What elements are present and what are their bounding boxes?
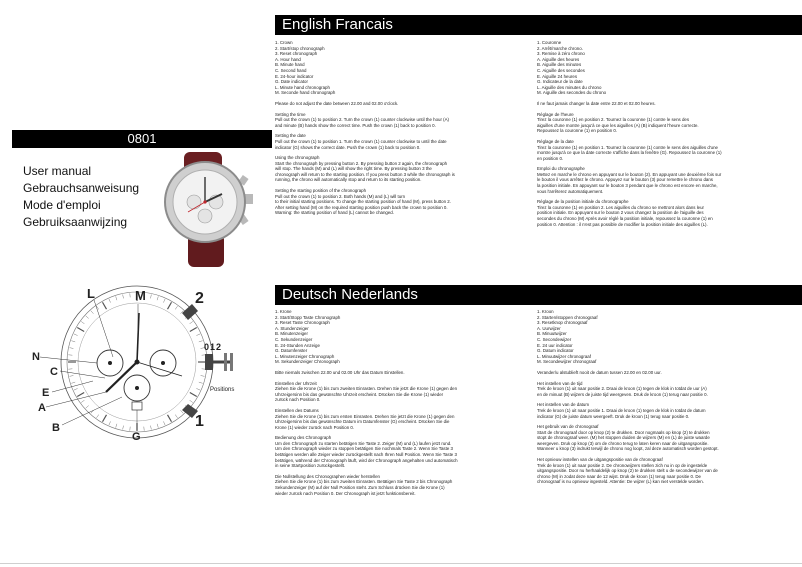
minute-tick — [123, 295, 124, 299]
english-paragraph — [275, 112, 530, 129]
french-text-line: position initiale. En appuyant sur le bouton 2 vous changez la position de l'aiguille des — [537, 210, 704, 216]
german-text-line: Krone (1) wieder zurück nach Position 0. — [275, 424, 355, 430]
dutch-paragraph — [537, 309, 787, 365]
minute-tick — [199, 382, 203, 383]
dutch-text-line: indicator (G) de juiste datum weergeeft. Druk de kroon (1) terug naar positie 0. — [537, 413, 690, 419]
dutch-text-line: 1. Kroon — [537, 309, 554, 314]
french-text-line: la position initiale. En appuyant sur le bouton 3 pendant que le chrono est encore en marche, — [537, 183, 718, 189]
minute-tick — [103, 415, 107, 422]
french-text-line: Réglage de la date — [537, 138, 574, 144]
french-text-line: G. Indicateur de la date — [537, 79, 583, 85]
english-text-line: M. Seconde hand chronograph — [275, 90, 336, 96]
minute-tick — [116, 296, 117, 300]
english-text-line: After setting hand (M) on the required starting position push back the crown to position 0. — [275, 204, 448, 210]
label-pusher-3: 1 — [195, 413, 204, 430]
german-paragraph — [275, 370, 530, 376]
german-paragraph — [275, 309, 530, 365]
dutch-text-line: M. Secondewijzer chronograaf — [537, 359, 597, 365]
photo-center-pin — [203, 200, 206, 203]
minute-tick — [77, 393, 84, 397]
dutch-paragraph — [537, 457, 787, 485]
label-G: G — [132, 431, 141, 443]
minute-tick — [196, 388, 200, 390]
minute-tick — [151, 295, 152, 299]
photo-subdial-left — [187, 195, 201, 209]
english-text-line: Setting the date — [275, 133, 306, 139]
label-N: N — [32, 351, 40, 363]
minute-tick — [201, 376, 205, 377]
german-text-line: Uhrzeigersinn bis das gewünschte Uhrzeit erscheint. Drücken Sie die Krone (1) wieder — [275, 391, 444, 397]
german-text-line: 3. Reset Taste Chronograph — [275, 320, 330, 326]
french-text-line: Réglage de la position initiale du chronographe — [537, 199, 629, 205]
german-text-line: M. Sekundenzeiger Chronograph — [275, 359, 340, 365]
chrono-seconds-hand — [137, 362, 182, 376]
minute-tick — [196, 334, 200, 336]
dutch-text-line: C. Secondewijzer — [537, 336, 572, 342]
french-text-line: secondes du chrono (M) Après avoir réglé la position initiale, repoussez la couronne (1) en — [537, 216, 713, 222]
french-paragraph — [537, 199, 787, 227]
dutch-text-line: chronograaf is nu opnieuw ingesteld. Attentie: De wijzer (L) kan niet verstelde worden. — [537, 479, 704, 485]
english-text-line: 1. Crown — [275, 40, 293, 45]
french-text-line: Tirez la couronne (1) en position 2. Les aiguilles du chrono se mettront alors dans leur — [537, 204, 705, 210]
english-french-heading: English Francais — [275, 15, 802, 35]
photo-subdial-bottom — [198, 209, 212, 223]
minute-tick — [86, 316, 89, 319]
minute-tick — [163, 299, 165, 303]
dutch-text-line: en de minuut (B) wijzers de juiste tijd weergeven. Druk de kroon (1) terug naar positie 0. — [537, 391, 708, 397]
english-paragraph — [275, 133, 530, 150]
english-text-line: 3. Reset chronograph — [275, 51, 318, 57]
dutch-instructions — [537, 309, 787, 490]
french-text-line: B. Aiguille des minutes — [537, 62, 582, 68]
english-text-line: Setting the time — [275, 111, 306, 117]
german-text-line: 2. Start/Stopp Taste Chronograph — [275, 314, 341, 320]
manual-title-french: Mode d'emploi — [23, 198, 101, 212]
center-pin — [135, 360, 140, 365]
minute-tick — [86, 405, 89, 408]
english-text-line: Pull out the crown (1) to position 1. Turn the crown (1) counter clockwise to until the date — [275, 138, 447, 144]
french-text-line: Emploi du chronographe — [537, 166, 585, 172]
minute-tick — [123, 426, 124, 430]
french-text-line: E. Aiguille 24 heures — [537, 73, 578, 79]
dutch-text-line: Start de chronograaf door op knop (2) te drukken. Door nogmaals op knop (2) te drukken — [537, 429, 710, 435]
minute-tick — [77, 328, 84, 332]
model-number: 0801 — [12, 130, 272, 148]
minute-tick — [157, 424, 158, 428]
german-text-line: betätigen, während der Chronograph läuft, wird der Chronograph angehalten und automatisch — [275, 457, 458, 463]
label-B: B — [52, 422, 60, 434]
minute-tick — [116, 424, 117, 428]
english-text-line: L. Minute hand chronograph — [275, 84, 330, 90]
minute-tick — [199, 341, 203, 342]
english-paragraph — [275, 40, 530, 96]
german-text-line: Sekundenzeiger (M) auf der Null Position steht. Zum Schluss drücken Sie die Krone (1) — [275, 485, 445, 491]
crown — [205, 354, 213, 370]
german-text-line: A. Stundenzeiger — [275, 325, 309, 331]
english-text-line: E. 24-hour indicator — [275, 73, 314, 79]
german-text-line: wieder zurück nach Position 0. Der Chronograph ist jetzt funktionsbereit. — [275, 490, 416, 496]
minute-tick — [109, 299, 111, 303]
french-paragraph — [537, 40, 787, 96]
dutch-text-line: Trek de kroon (1) uit naar positie 2. Draai de kroon (1) tegen de klok in totdat de uur (A) — [537, 386, 707, 392]
dutch-text-line: Het instellen van de tijd — [537, 380, 583, 386]
manual-title-english: User manual — [23, 164, 92, 178]
leader-B — [62, 397, 122, 425]
french-text-line: A. Aiguille des heures — [537, 56, 580, 62]
crown-position-stop-2 — [230, 353, 233, 371]
french-text-line: C. Aiguille des secondes — [537, 67, 585, 73]
subdial-right-hub — [161, 361, 165, 365]
dutch-text-line: Het opnieuw instellen van de uitgangspositie van de chronograaf — [537, 457, 663, 463]
english-text-line: running, the chrono will automatically stop and return to its starting position. — [275, 177, 422, 183]
german-paragraph — [275, 381, 530, 403]
english-text-line: Warning: the starting position of hand (L) cannot be changed. — [275, 210, 394, 216]
german-text-line: E. 24-Stunden Anzeige — [275, 342, 320, 348]
leader-A — [46, 392, 106, 407]
label-E: E — [42, 387, 50, 399]
french-text-line: Tirez la couronne (1) en position 1. Tournez la couronne (1) contre le sens des aiguilles d'une — [537, 144, 718, 150]
german-text-line: B. Minutenzeiger — [275, 331, 308, 337]
dutch-text-line: 3. Resetknop chronograaf — [537, 320, 588, 326]
minute-tick — [91, 311, 94, 314]
minute-tick — [96, 415, 98, 418]
english-paragraph — [275, 101, 530, 107]
minute-tick — [190, 321, 193, 323]
subdial-left-hub — [108, 361, 112, 365]
minute-tick — [190, 400, 193, 402]
french-text-line: le bouton il vous arrêtez le chrono. Appuyez sur le bouton (3) pour remettre le chrono dans — [537, 177, 713, 183]
dutch-paragraph — [537, 381, 787, 398]
leader-L — [94, 300, 113, 357]
german-text-line: Uhrzeigersinn bis das gewünschte Datum im Datumfenster (G) erscheint. Drücken Sie die — [275, 419, 450, 425]
french-text-line: Mettez en marche le chrono en appuyant sur le bouton (2). En appuyant une deuxième fois sur — [537, 171, 722, 177]
minute-tick — [151, 426, 152, 430]
german-text-line: Ziehen Sie die Krone (1) bis zum zweiten Einrasten. Drehen Sie jetzt die Krone (1) gegen den — [275, 386, 458, 392]
leader-C — [60, 371, 105, 378]
crown-position-stop-1 — [224, 353, 227, 371]
french-paragraph — [537, 166, 787, 194]
german-text-line: 1. Krone — [275, 309, 292, 314]
minute-tick — [109, 421, 111, 425]
minute-tick — [168, 415, 172, 422]
french-paragraph — [537, 112, 787, 134]
english-text-line: C. Second hand — [275, 67, 307, 73]
manual-title-dutch: Gebruiksaanwijzing — [23, 215, 128, 229]
minute-tick — [190, 393, 197, 397]
dutch-text-line: Verander/u alstublieft nooit de datum tussen 22.00 en 02.00 uur. — [537, 369, 662, 375]
german-text-line: Ziehen Sie die Krone (1) bis zum ersten Einrasten. Drehen Sie jetzt die Krone (1) gegen den — [275, 413, 455, 419]
label-pusher-2: 2 — [195, 290, 204, 307]
french-text-line: L. Aiguille des minutes du chrono — [537, 84, 602, 90]
minute-tick — [175, 306, 177, 309]
minute-tick — [81, 400, 84, 402]
english-text-line: 2. Start/stop chronograph — [275, 45, 325, 51]
english-text-line: Pull out the crown (1) to position 2. Turn the crown (1) counter clockwise until the hour (A) — [275, 117, 449, 123]
dutch-text-line: E. 24 uur indicator — [537, 342, 573, 348]
dutch-paragraph — [537, 424, 787, 452]
dutch-paragraph — [537, 370, 787, 376]
german-text-line: C. Sekundenzeiger — [275, 336, 313, 342]
english-text-line: G. Date indicator — [275, 79, 308, 85]
english-text-line: to their initial starting positions. To change the starting position of hand (M), press button 2. — [275, 199, 451, 205]
english-text-line: A. Hour hand — [275, 56, 301, 62]
english-text-line: will stop. The hands (M) and (L) will show the right time. By pressing button 3 the — [275, 166, 432, 172]
german-text-line: betätigen werden alle Zeiger wieder zurückgestellt nach Ihren Null Position. Wenn Sie Taste 3 — [275, 452, 457, 458]
watch-photo — [158, 152, 273, 267]
minute-tick — [157, 296, 158, 300]
french-instructions — [537, 40, 787, 232]
german-text-line: Die Nullstellung des Chronographen wieder herstellen — [275, 473, 380, 479]
label-position-1: 1 — [210, 342, 216, 352]
german-paragraph — [275, 474, 530, 496]
watch-diagram — [32, 280, 262, 545]
minute-tick — [71, 382, 75, 383]
english-paragraph — [275, 155, 530, 183]
french-text-line: vous l'arrêterez automatiquement. — [537, 188, 604, 194]
french-text-line: 2. Arrêt/marche chrono. — [537, 45, 583, 51]
label-C: C — [50, 366, 58, 378]
french-text-line: position 0. Attention : il n'est pas possible de modifier la position initiale des aiguilles (L). — [537, 221, 708, 227]
english-text-line: Please do not adjust the date between 22.00 and 02.00 o'clock. — [275, 100, 399, 106]
dutch-text-line: Trek de kroon (1) uit naar positie 2. De chronowijzers stellen zich nu in op de ingestelde — [537, 462, 708, 468]
german-text-line: Einstellen der Uhrzeit — [275, 380, 317, 386]
french-text-line: Tirez la couronne (1) en position 2. Tournez la couronne (1) contre le sens des — [537, 117, 690, 123]
dutch-text-line: Het gebruik van de chronograaf — [537, 424, 599, 430]
dutch-text-line: weergeven. Druk op knop (3) om de chrono terug te laten keren naar de uitgangspositie. — [537, 440, 709, 446]
german-text-line: zurück nach Position 0. — [275, 397, 321, 403]
english-text-line: B. Minute hand — [275, 62, 305, 68]
english-text-line: chronograph will return to the starting position. If you press button 3 while the chronograph is — [275, 171, 455, 177]
english-instructions — [275, 40, 530, 221]
minute-tick — [81, 321, 84, 323]
french-text-line: en position 0. — [537, 155, 564, 161]
french-text-line: Réglage de l'heure — [537, 111, 574, 117]
german-text-line: Einstellen des Datums — [275, 407, 319, 413]
leader-E — [52, 381, 93, 392]
label-A: A — [38, 402, 46, 414]
french-text-line: Il ne faut jamais changer la date entre 22.00 et 02.00 heures. — [537, 100, 656, 106]
french-text-line: 1. Couronne — [537, 40, 562, 45]
dutch-text-line: Trek de kroon (1) uit naar positie 1. Draai de kroon (1) tegen de klok in totdat de datum — [537, 407, 706, 413]
minute-tick — [70, 348, 74, 349]
english-text-line: and minute (B) hands show the correct time. Push the crown (1) back to position 0. — [275, 122, 436, 128]
french-text-line: montre jusqu'à ce que la date correcte s'affiche dans la fenêtre (G). Repoussez la couronne (1) — [537, 150, 722, 156]
subdial-bottom-hub — [135, 386, 139, 390]
minute-tick — [74, 388, 78, 390]
dutch-text-line: Wanneer u knop (3) indrukt terwijl de chrono nog loopt, zal deze automatisch worden gestopt. — [537, 446, 719, 452]
label-L: L — [87, 286, 95, 301]
minute-tick — [103, 302, 107, 309]
minute-tick — [180, 410, 183, 413]
dutch-paragraph — [537, 402, 787, 419]
german-text-line: Bitte niemals zwischen 22.00 und 02.00 Uhr das Datum Einstellen. — [275, 369, 405, 375]
date-window — [132, 402, 142, 410]
hour-hand — [106, 362, 137, 392]
manual-title-german: Gebrauchsanweisung — [23, 181, 140, 195]
dutch-text-line: 2. Starten/stoppen chronograaf — [537, 314, 598, 320]
page-bottom-rule — [0, 563, 802, 564]
dutch-text-line: Het instellen van de datum — [537, 402, 589, 408]
french-paragraph — [537, 101, 787, 107]
minute-tick — [163, 421, 165, 425]
dutch-text-line: chrono (M) in zodat deze naar de 12 wijst. Druk de kroon (1) terug naar positie 0. De — [537, 473, 701, 479]
english-text-line: Setting the starting position of the chronograph — [275, 188, 367, 194]
dutch-text-line: stopt de chronograaf weer. (M) het stoppen duiden de wijzers (M) en (L) de juiste waarde — [537, 435, 710, 441]
french-paragraph — [537, 139, 787, 161]
french-text-line: aiguilles d'une montre jusqu'à ce que les aiguilles (A) (B) indiquent l'heure correcte. — [537, 122, 699, 128]
manual-title-list — [23, 163, 139, 231]
german-text-line: Um den Chronograph zu starten betätigen Sie Taste 2. Zeiger (M) und (L) laufen jetzt rund. — [275, 440, 452, 446]
german-paragraph — [275, 408, 530, 430]
minute-tick — [74, 334, 78, 336]
dutch-text-line: G. Datum indicator — [537, 348, 574, 354]
label-M: M — [135, 288, 146, 303]
english-text-line: Pull out the crown (1) to position 2. Both hands (M) and (L) will turn — [275, 193, 406, 199]
minute-tick — [70, 376, 74, 377]
german-text-line: Ziehen Sie die Krone (1) bis zum zweiten Einrasten. Betätigen Sie Taste 2 bis Chronograph — [275, 479, 453, 485]
german-paragraph — [275, 435, 530, 469]
german-text-line: Um den Chronograph wieder zu stoppen betätigen Sie nochmals Taste 2. Wenn Sie Taste 3 — [275, 446, 453, 452]
german-text-line: G. Datumfenster — [275, 348, 308, 354]
dutch-text-line: uitgangspositie. Door nu herhaaldelijk op knop (2) te drukken stelt u de secondewijzer van de — [537, 468, 718, 474]
dutch-text-line: L. Minuutwijzer chronograaf — [537, 353, 591, 359]
french-text-line: 3. Remise à zéro chrono — [537, 51, 585, 57]
english-text-line: Using the chronograph — [275, 155, 320, 161]
label-position-2: 2 — [216, 342, 222, 352]
german-text-line: L. Minutenzeiger Chronograph — [275, 353, 335, 359]
french-text-line: M. Aiguille des secondes du chrono — [537, 90, 607, 96]
french-text-line: Repoussez la couronne (1) en position 0. — [537, 128, 618, 134]
positions-label: Positions — [210, 387, 235, 393]
dutch-text-line: A. Uurwijzer — [537, 325, 561, 331]
minute-tick — [71, 341, 75, 342]
german-instructions — [275, 309, 530, 501]
dutch-text-line: B. Minuutwijzer — [537, 331, 567, 337]
minute-tick — [168, 302, 172, 309]
german-text-line: Bedienung des Chronograph — [275, 435, 332, 441]
minute-tick — [190, 328, 197, 332]
english-text-line: indicator (G) shows the correct date. Push the crown (1) back to position 0. — [275, 144, 421, 150]
german-dutch-heading: Deutsch Nederlands — [275, 285, 802, 305]
label-position-0: 0 — [204, 342, 210, 352]
german-text-line: in seine Startposition zurückgestellt. — [275, 463, 346, 469]
english-text-line: Start the chronograph by pressing button 2. By pressing button 2 again, the chronograph — [275, 160, 448, 166]
minute-tick — [175, 415, 177, 418]
english-paragraph — [275, 188, 530, 216]
